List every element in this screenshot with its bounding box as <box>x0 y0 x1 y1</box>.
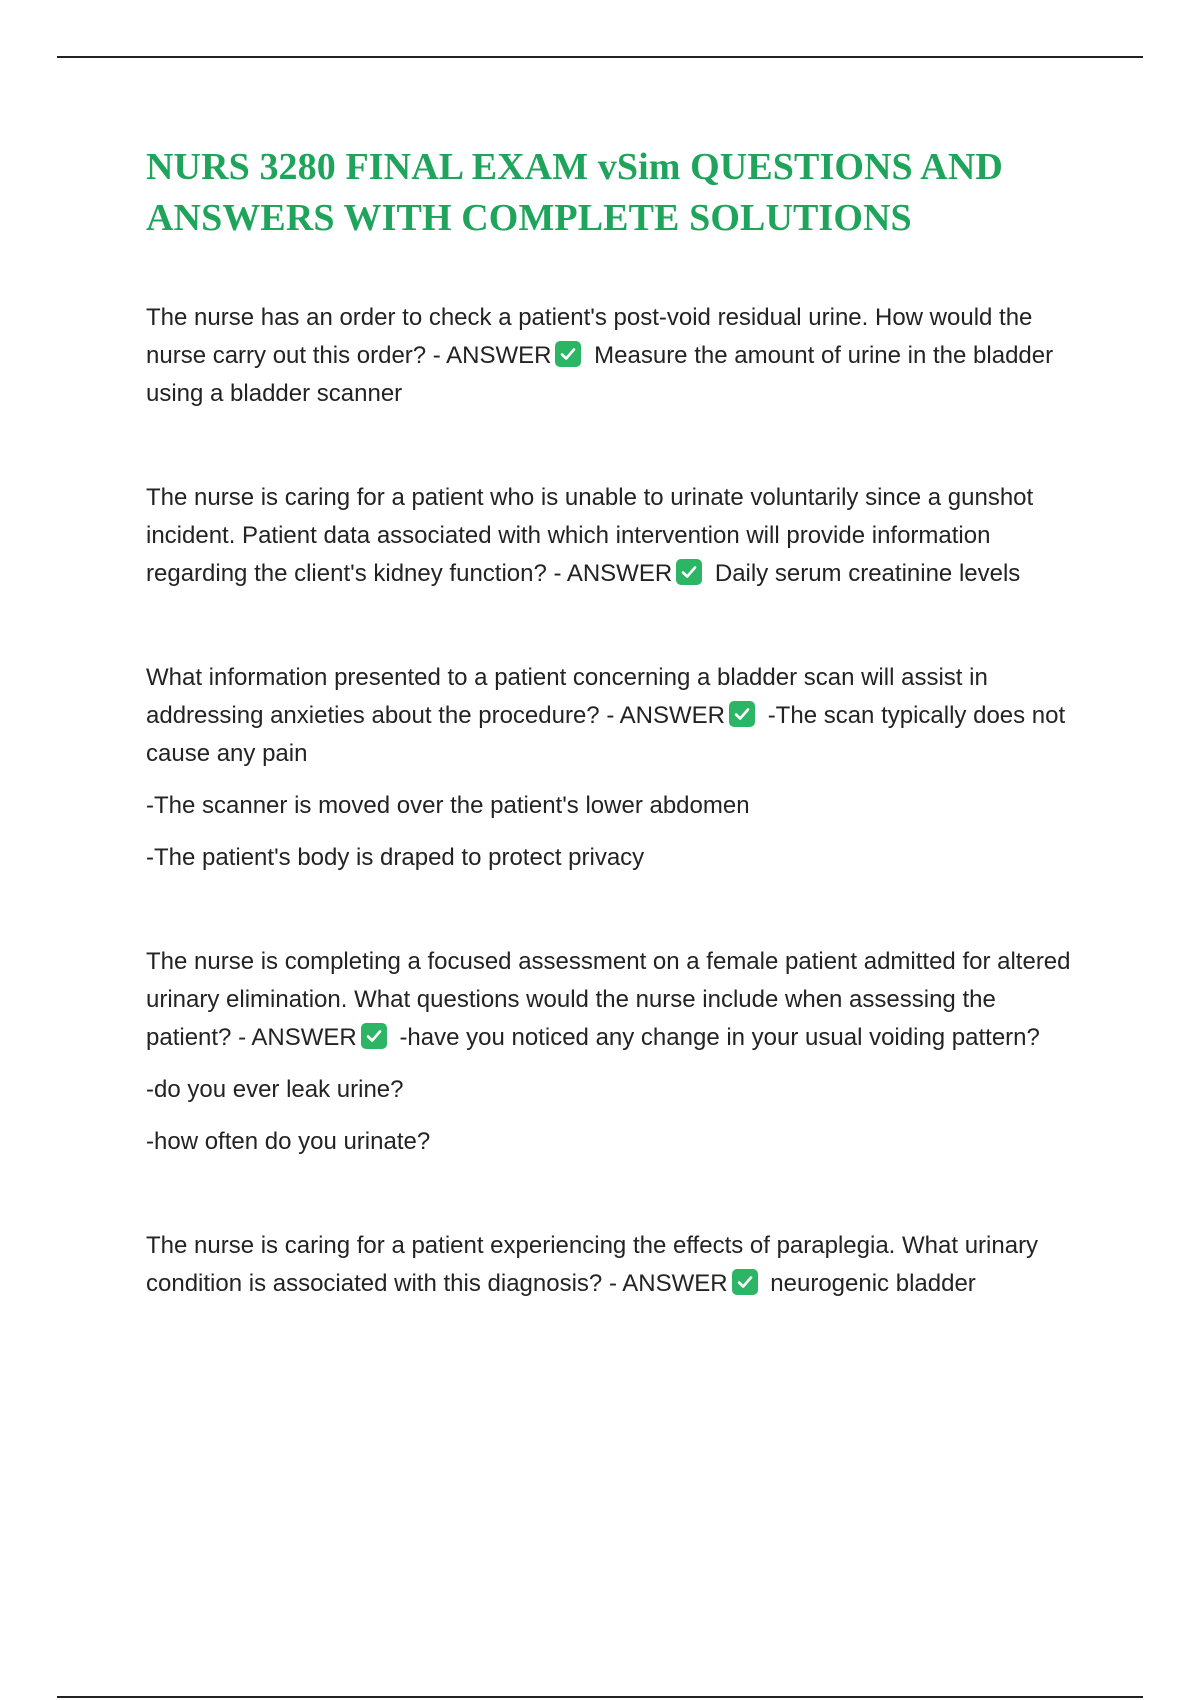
top-rule <box>57 56 1143 58</box>
document-page <box>146 142 1086 1369</box>
answer-extra-line: -The scanner is moved over the patient's lower abdomen <box>146 792 750 819</box>
qa-line <box>146 479 1086 593</box>
check-mark-button-icon <box>732 1269 758 1295</box>
qa-line <box>146 1227 1086 1303</box>
question-text: The nurse is caring for a patient who is unable to urinate voluntarily since a gunshot incident. Patient data associated with which intervention will provide information regarding the client's kidney function? <box>146 484 1034 587</box>
answer-marker: - ANSWER <box>553 560 673 587</box>
qa-item <box>146 1227 1086 1303</box>
bottom-rule <box>57 1696 1143 1698</box>
answer-marker: - ANSWER <box>432 342 552 369</box>
answer-marker: - ANSWER <box>606 702 726 729</box>
answer-marker: - ANSWER <box>238 1024 357 1051</box>
answer-extra-line: -The patient's body is draped to protect privacy <box>146 844 645 871</box>
check-mark-button-icon <box>361 1023 387 1049</box>
answer-marker: - ANSWER <box>608 1270 728 1297</box>
answer-extra-line: -do you ever leak urine? <box>146 1076 404 1103</box>
document-title: NURS 3280 FINAL EXAM vSim QUESTIONS AND ANSWERS WITH COMPLETE SOLUTIONS <box>146 146 1003 239</box>
question-text: The nurse is completing a focused assessment on a female patient admitted for altered urinary elimination. What questions would the nurse include when assessing the patient? <box>146 948 1071 1051</box>
qa-item <box>146 943 1086 1161</box>
answer-text: -The scan typically does not cause any pain <box>146 702 1066 767</box>
answer-text: -have you noticed any change in your usual voiding pattern? <box>399 1024 1040 1051</box>
question-text: The nurse has an order to check a patient's post-void residual urine. How would the nurse carry out this order? <box>146 304 1033 369</box>
qa-item <box>146 479 1086 593</box>
qa-line <box>146 943 1086 1057</box>
qa-list <box>146 299 1086 1303</box>
check-mark-button-icon <box>676 559 702 585</box>
qa-item <box>146 299 1086 413</box>
answer-text: neurogenic bladder <box>770 1270 976 1297</box>
question-text: What information presented to a patient concerning a bladder scan will assist in addressing anxieties about the procedure? <box>146 664 988 729</box>
qa-line <box>146 299 1086 413</box>
qa-item <box>146 659 1086 877</box>
answer-text: Daily serum creatinine levels <box>714 560 1021 587</box>
qa-line <box>146 659 1086 773</box>
answer-text: Measure the amount of urine in the bladder using a bladder scanner <box>146 342 1054 407</box>
answer-extra-line: -how often do you urinate? <box>146 1128 431 1155</box>
check-mark-button-icon <box>729 701 755 727</box>
check-mark-button-icon <box>555 341 581 367</box>
question-text: The nurse is caring for a patient experiencing the effects of paraplegia. What urinary condition is associated with this diagnosis? <box>146 1232 1039 1297</box>
